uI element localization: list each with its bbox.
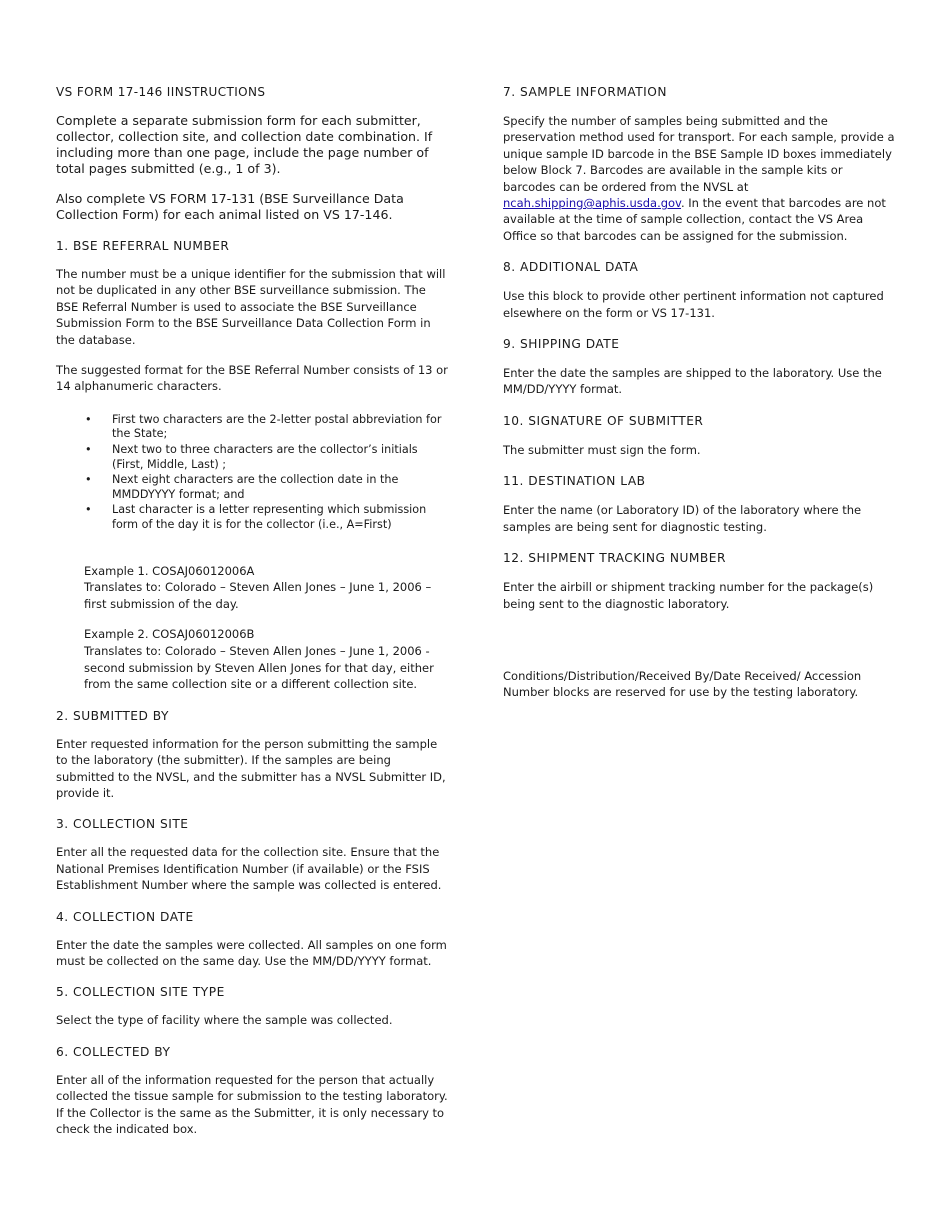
bullet-icon: • xyxy=(85,473,92,487)
section-3-text: Enter all the requested data for the collection site. Ensure that the National Premises Identification Number (if available) or the FSIS Establishment Number where the sample was collected is entered. xyxy=(56,845,442,893)
section-3-heading: 3. COLLECTION SITE xyxy=(56,817,189,832)
section-6-heading: 6. COLLECTED BY xyxy=(56,1044,171,1059)
intro-paragraph-1: Complete a separate submission form for each submitter, collector, collection site, and collection date combination. If including more than one page, include the page number of total pages submitted (e.g., 1 of 3). xyxy=(56,113,433,176)
section-1-heading: 1. BSE REFERRAL NUMBER xyxy=(56,239,230,253)
document-title: VS FORM 17-146 IINSTRUCTIONS xyxy=(56,85,266,99)
section-12-text: Enter the airbill or shipment tracking number for the package(s) being sent to the diagnostic laboratory. xyxy=(503,580,874,611)
bullet-icon: • xyxy=(85,503,92,517)
referral-format-list xyxy=(56,413,451,533)
section-4-heading: 4. COLLECTION DATE xyxy=(56,909,194,924)
section-6-text: Enter all of the information requested for the person that actually collected the tissue sample for submission to the testing laboratory. If the Collector is the same as the Submitter, it is only necessary to check the indicated box. xyxy=(56,1072,448,1137)
section-9-text: Enter the date the samples are shipped to the laboratory. Use the MM/DD/YYYY format. xyxy=(503,366,882,397)
right-column xyxy=(503,83,895,715)
section-11-heading: 11. DESTINATION LAB xyxy=(503,474,646,489)
section-4-text: Enter the date the samples were collected. All samples on one form must be collected on the same day. Use the MM/DD/YYYY format. xyxy=(56,937,447,968)
section-2-text: Enter requested information for the person submitting the sample to the laboratory (the submitter). If the samples are being submitted to the NVSL, and the submitter has a NVSL Submitter ID, provide it. xyxy=(56,736,446,800)
spacer xyxy=(503,626,895,668)
section-2-heading: 2. SUBMITTED BY xyxy=(56,708,169,723)
section-9-heading: 9. SHIPPING DATE xyxy=(503,337,620,352)
list-item: • Last character is a letter representing which submission form of the day it is for the collector (i.e., A=First) xyxy=(85,503,427,531)
bullet-icon: • xyxy=(85,443,92,457)
example-2 xyxy=(84,626,451,692)
section-7-text: Specify the number of samples being submitted and the preservation method used for transport. For each sample, provide a unique sample ID barcode in the BSE Sample ID boxes immediately below Block 7. Barcodes are available in the sample kits or barcodes can be ordered from the NVSL at ncah.shipping@aphis.usda.gov. In the event that barcodes are not available at the time of sample collection, contact the VS Area Office so that barcodes can be assigned for the submission. xyxy=(503,114,895,243)
section-12-heading: 12. SHIPMENT TRACKING NUMBER xyxy=(503,551,726,566)
list-item: • Next eight characters are the collection date in the MMDDYYYY format; and xyxy=(85,473,399,501)
section-10-text: The submitter must sign the form. xyxy=(503,442,701,457)
section-7-heading: 7. SAMPLE INFORMATION xyxy=(503,85,667,99)
bullet-icon: • xyxy=(85,412,92,426)
example-2-title: Example 2. COSAJ06012006B xyxy=(84,627,255,642)
example-1 xyxy=(84,563,451,613)
section-5-text: Select the type of facility where the sample was collected. xyxy=(56,1013,393,1028)
example-1-title: Example 1. COSAJ06012006A xyxy=(84,563,255,578)
section-5-heading: 5. COLLECTION SITE TYPE xyxy=(56,985,225,1000)
section-8-text: Use this block to provide other pertinent information not captured elsewhere on the form or VS 17-131. xyxy=(503,289,884,320)
example-2-text: Translates to: Colorado – Steven Allen Jones – June 1, 2006 - second submission by Steven Allen Jones for that day, either from the same collection site or a different collection site. xyxy=(84,643,434,692)
footer-note: Conditions/Distribution/Received By/Date Received/ Accession Number blocks are reserved for use by the testing laboratory. xyxy=(503,668,862,700)
section-10-heading: 10. SIGNATURE OF SUBMITTER xyxy=(503,413,704,428)
intro-paragraph-2: Also complete VS FORM 17-131 (BSE Surveillance Data Collection Form) for each animal listed on VS 17-146. xyxy=(56,191,404,222)
list-item: • First two characters are the 2-letter postal abbreviation for the State; xyxy=(85,412,442,441)
section-8-heading: 8. ADDITIONAL DATA xyxy=(503,260,639,275)
example-1-text: Translates to: Colorado – Steven Allen Jones – June 1, 2006 – first submission of the day. xyxy=(84,580,432,611)
section-11-text: Enter the name (or Laboratory ID) of the laboratory where the samples are being sent for diagnostic testing. xyxy=(503,503,862,534)
section-1-paragraph-2: The suggested format for the BSE Referral Number consists of 13 or 14 alphanumeric characters. xyxy=(56,363,448,394)
list-item: • Next two to three characters are the collector’s initials (First, Middle, Last) ; xyxy=(85,443,418,471)
email-link[interactable]: ncah.shipping@aphis.usda.gov xyxy=(503,196,681,211)
section-1-paragraph-1: The number must be a unique identifier for the submission that will not be duplicated in any other BSE surveillance submission. The BSE Referral Number is used to associate the BSE Surveillance Submission Form to the BSE Surveillance Data Collection Form in the database. xyxy=(56,267,446,347)
left-column xyxy=(56,83,451,1151)
